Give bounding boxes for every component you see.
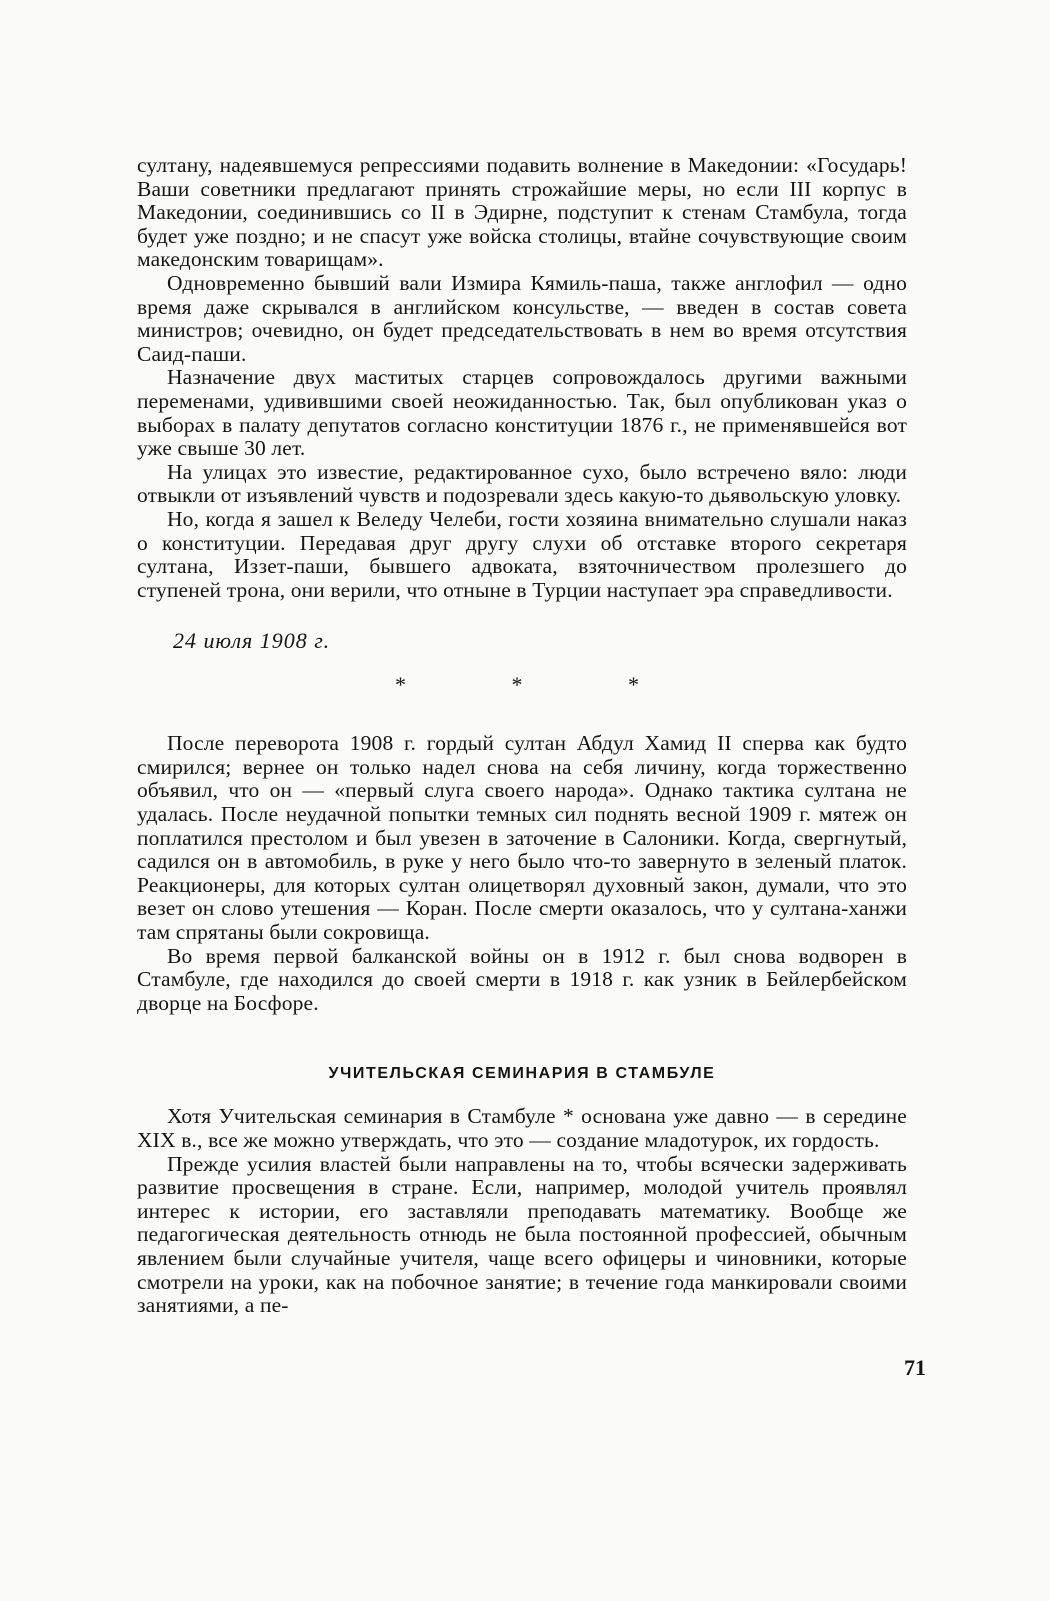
section-separator: * * * xyxy=(395,672,689,698)
paragraph: На улицах это известие, редактированное сухо, было встречено вяло: люди отвыкли от изъявлений чувств и подозревали здесь какую-то дьявольскую уловку. xyxy=(137,459,907,508)
separator-spacing xyxy=(137,698,907,732)
paragraph: Но, когда я зашел к Веледу Челеби, гости хозяина внимательно слушали наказ о конституции. Передавая друг другу слухи об отставке второго секретаря султана, Иззет-паши, бывшего адвоката, взяточничеством пролезшего до ступеней трона, они верили, что отныне в Турции наступает эра справедливости. xyxy=(137,506,907,602)
entry-date: 24 июля 1908 г. xyxy=(173,628,331,654)
paragraph: Хотя Учительская семинария в Стамбуле * основана уже давно — в середине XIX в., все же можно утверждать, что это — создание младотурок, их гордость. xyxy=(137,1104,907,1152)
paragraph: Прежде усилия властей были направлены на то, чтобы всячески задерживать развитие просвещения в стране. Если, например, молодой учитель проявлял интерес к истории, его заставляли преподавать математику. Вообще же педагогическая деятельность отнюдь не была постоянной профессией, обычным явлением были случайные учителя, чаще всего офицеры и чиновники, которые смотрели на уроки, как на побочное занятие; в течение года манкировали своими занятиями, а пе- xyxy=(137,1151,907,1318)
page-number: 71 xyxy=(904,1355,926,1380)
paragraph: После переворота 1908 г. гордый султан Абдул Хамид II сперва как будто смирился; вернее он только надел снова на себя личину, когда торжественно объявил, что он — «первый слуга своего народа». Однако тактика султана не удалась. После неудачной попытки темных сил поднять весной 1909 г. мятеж он поплатился престолом и был увезен в заточение в Салоники. Когда, свергнутый, садился он в автомобиль, в руке у него было что-то завернуто в зеленый платок. Реакционеры, для которых султан олицетворял духовный закон, думали, что это везет он слово утешения — Коран. После смерти оказалось, что у султана-ханжи там спрятаны были сокровища. xyxy=(137,731,907,945)
paragraph: Во время первой балканской войны он в 1912 г. был снова водворен в Стамбуле, где находился до своей смерти в 1918 г. как узник в Бейлербейском дворце на Босфоре. xyxy=(137,943,907,1015)
paragraph: султану, надеявшемуся репрессиями подавить волнение в Македонии: «Государь! Ваши советники предлагают принять строжайшие меры, но если III корпус в Македонии, соединившись со II в Эдирне, подступит к стенам Стамбула, тогда будет уже поздно; и не спасут уже войска столицы, втайне сочувствующие своим македонским товарищам». xyxy=(137,153,907,272)
book-page xyxy=(137,154,907,1318)
section-heading: УЧИТЕЛЬСКАЯ СЕМИНАРИЯ В СТАМБУЛЕ xyxy=(328,1065,716,1083)
paragraph: Одновременно бывший вали Измира Кямиль-паша, также англофил — одно время даже скрывался в английском консульстве, — введен в состав совета министров; очевидно, он будет председательствовать в нем во время отсутствия Саид-паши. xyxy=(137,270,907,366)
paragraph: Назначение двух маститых старцев сопровождалось другими важными переменами, удивившими своей неожиданностью. Так, был опубликован указ о выборах в палату депутатов согласно конституции 1876 г., не применявшейся вот уже свыше 30 лет. xyxy=(137,365,907,461)
